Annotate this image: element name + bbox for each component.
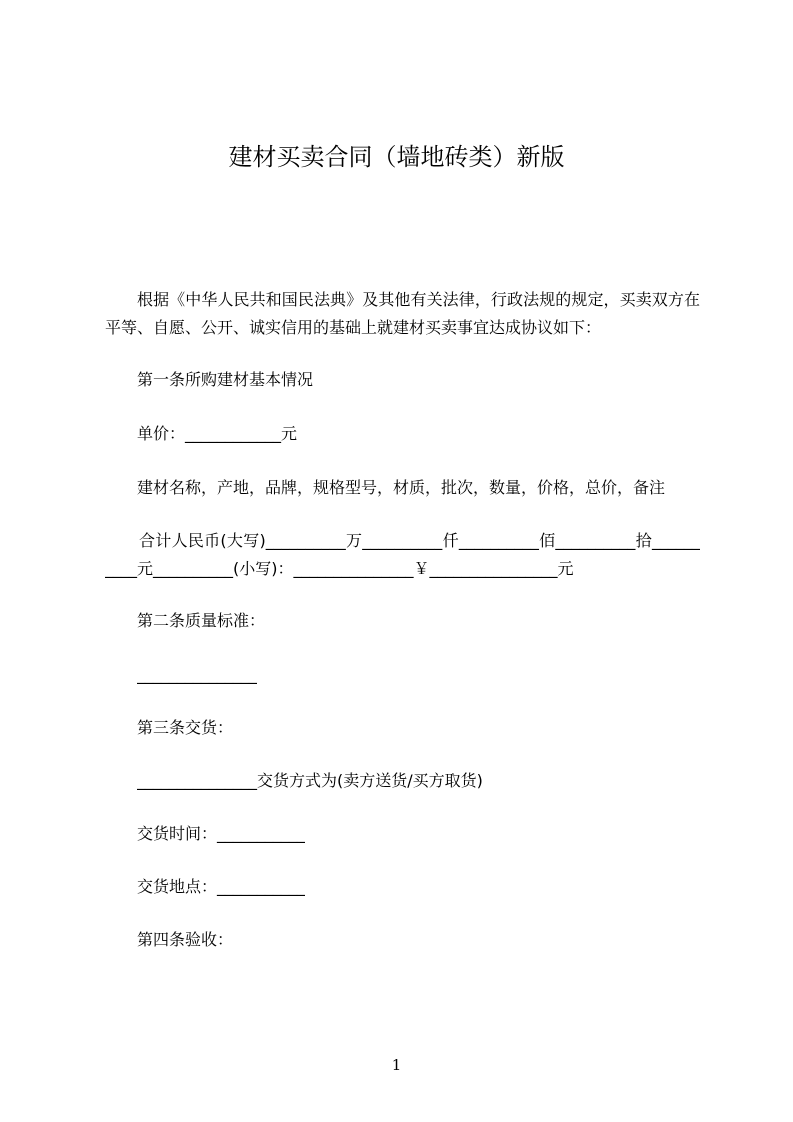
quality-standard-blank: _______________ <box>137 665 257 684</box>
intro-line-2: 平等、自愿、公开、诚实信用的基础上就建材买卖事宜达成协议如下： <box>105 318 602 337</box>
material-columns-line: 建材名称，产地，品牌，规格型号，材质，批次，数量，价格，总价，备注 <box>137 478 666 497</box>
document-title: 建材买卖合同（墙地砖类）新版 <box>228 143 565 171</box>
total-amount-line-1: 合计人民币(大写)__________万__________仟__________佰__________拾______ <box>139 531 700 550</box>
article-2-heading: 第二条质量标准： <box>137 611 266 630</box>
delivery-method-line: _______________交货方式为(卖方送货/买方取货) <box>137 771 483 790</box>
article-4-heading: 第四条验收： <box>137 930 234 949</box>
unit-price-line: 单价：____________元 <box>137 424 298 443</box>
total-amount-line-2: ____元__________(小写)：_______________￥________________元 <box>105 559 574 578</box>
delivery-place-line: 交货地点：___________ <box>137 877 306 896</box>
page-number: 1 <box>391 1056 402 1074</box>
article-3-heading: 第三条交货： <box>137 718 234 737</box>
article-1-heading: 第一条所购建材基本情况 <box>137 370 314 389</box>
delivery-time-line: 交货时间：___________ <box>137 824 306 843</box>
intro-line-1: 根据《中华人民共和国民法典》及其他有关法律，行政法规的规定，买卖双方在 <box>137 290 700 309</box>
